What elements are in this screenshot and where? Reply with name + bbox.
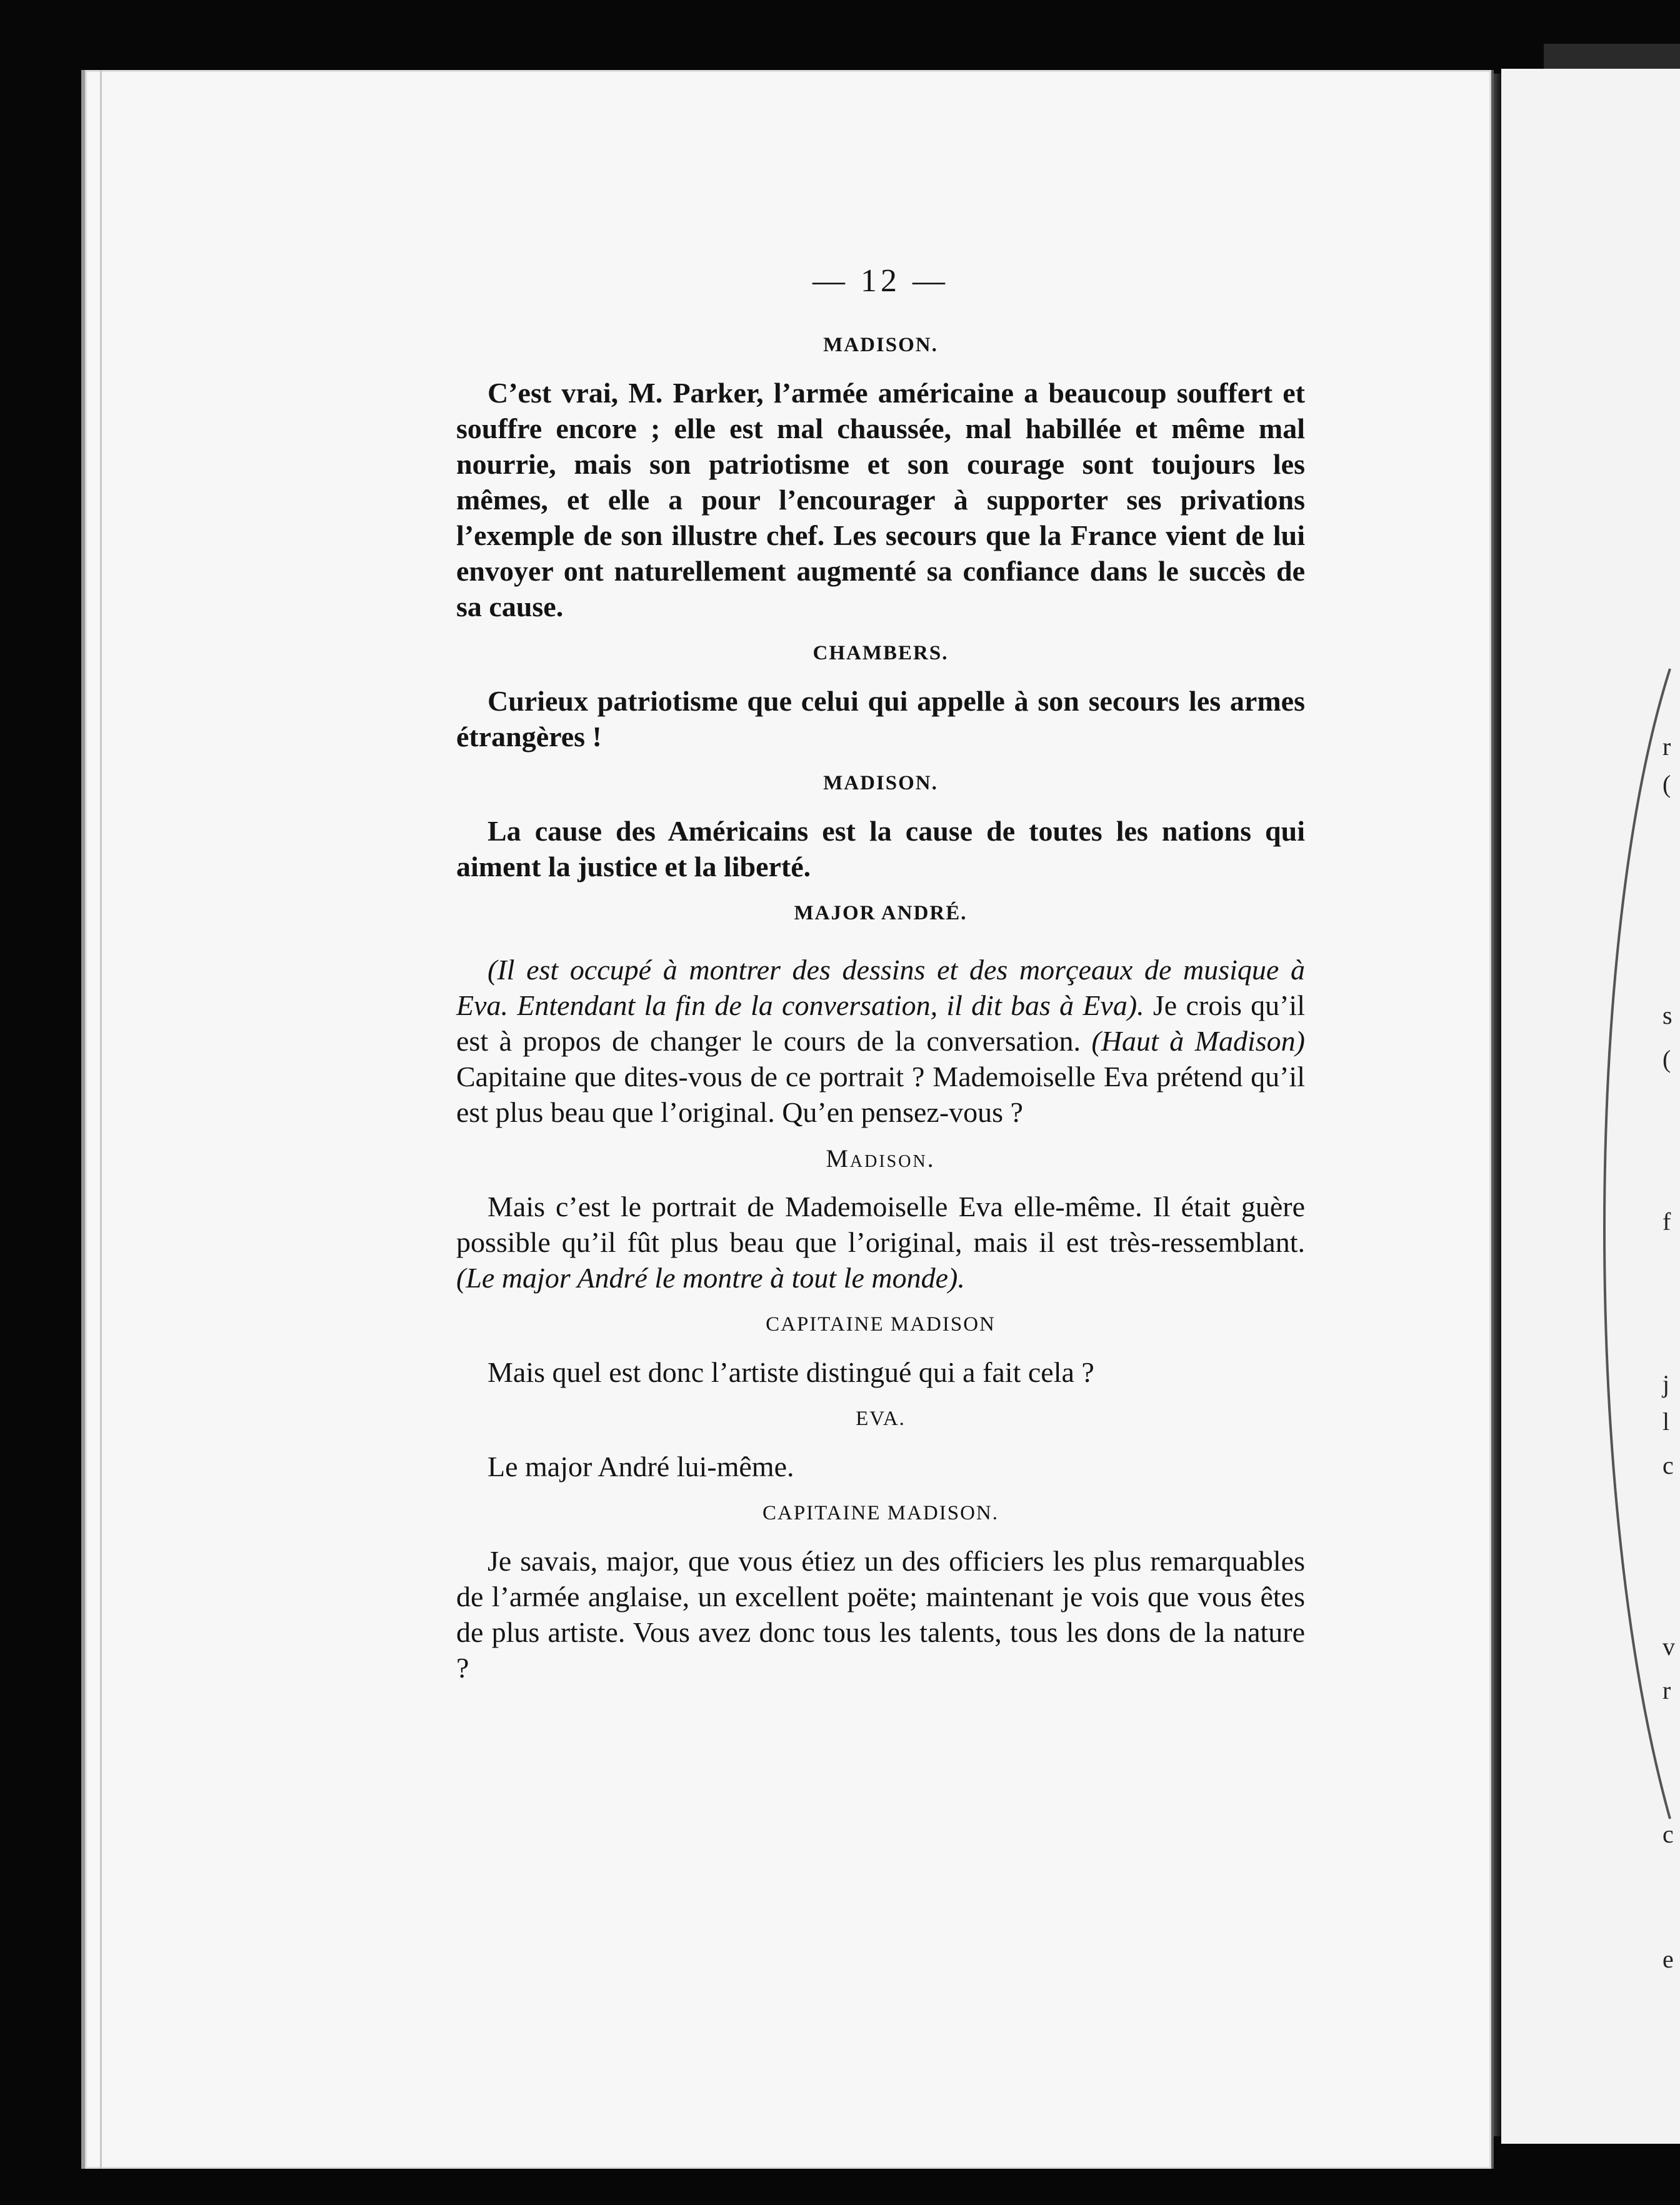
fragment: v [1662, 1632, 1675, 1661]
speaker-name: Madison. [826, 1144, 936, 1172]
page-edge-line [100, 70, 102, 2169]
dialogue-paragraph [456, 1189, 1305, 1296]
fragment: c [1662, 1820, 1674, 1848]
fragment: f [1662, 1208, 1671, 1236]
fragment: r [1662, 732, 1671, 761]
stage-direction: (Le major André le montre à tout le monde). [456, 1262, 965, 1294]
speaker-name: MADISON. [823, 334, 938, 356]
dialogue-text: Capitaine que dites-vous de ce portrait ? Mademoiselle Eva prétend qu’il est plus beau que l’original. Qu’en pensez-vous ? [456, 1061, 1305, 1128]
speaker-name: MADISON. [823, 772, 938, 794]
dialogue-paragraph: Curieux patriotisme que celui qui appelle à son secours les armes étrangères ! [456, 685, 1305, 752]
dialogue-paragraph: C’est vrai, M. Parker, l’armée américaine a beaucoup souffert et souffre encore ; elle est mal chaussée, mal habillée et même mal nourrie, mais son patriotisme et son courage sont toujours les mêmes, et elle a pour l’encourager à supporter ses privations l’exemple de son illustre chef. Les secours que la France vient de lui envoyer ont naturellement augmenté sa confiance dans le succès de sa cause. [456, 377, 1305, 622]
fragment: ( [1662, 1045, 1671, 1073]
fragment: ( [1662, 770, 1671, 798]
facing-page-edge [1544, 44, 1680, 69]
fragment: l [1662, 1408, 1670, 1436]
page-number: — 12 — [812, 263, 949, 299]
fragment: e [1662, 1945, 1674, 1973]
dialogue-text: Je crois qu’il est à propos de changer le cours de la conversation. [456, 989, 1305, 1057]
fragment: c [1662, 1451, 1674, 1479]
dialogue-text: Mais c’est le portrait de Mademoiselle Eva elle-même. Il était guère possible qu’il fût plus beau que l’original, mais il est très-ressemblant. [456, 1191, 1305, 1258]
fragment: s [1662, 1001, 1672, 1029]
stage-direction: (Haut à Madison) [1091, 1025, 1306, 1057]
speaker-name: MAJOR ANDRÉ. [794, 902, 968, 924]
speaker-name: EVA. [856, 1408, 906, 1430]
dialogue-paragraph: Je savais, major, que vous étiez un des officiers les plus remarquables de l’armée anglaise, un excellent poëte; maintenant je vois que vous êtes de plus artiste. Vous avez donc tous les talents, tous les dons de la nature ? [456, 1545, 1305, 1684]
speaker-name: CAPITAINE MADISON [766, 1313, 996, 1336]
facing-page-text-fragments [1662, 694, 1680, 2012]
speaker-name: CHAMBERS. [812, 642, 949, 664]
stage-direction: (Il est occupé à montrer des dessins et des morçeaux de musique à Eva. Entendant la fin de la conversation, il dit bas à Eva). [456, 954, 1305, 1021]
fragment: r [1662, 1676, 1671, 1704]
page-content [456, 262, 1305, 1701]
fragment: j [1662, 1370, 1670, 1398]
facing-page-curl [1501, 69, 1680, 2144]
dialogue-paragraph: La cause des Américains est la cause de toutes les nations qui aiment la justice et la liberté. [456, 815, 1305, 882]
dialogue-paragraph [456, 952, 1305, 1130]
speaker-name: CAPITAINE MADISON. [762, 1502, 999, 1524]
dialogue-paragraph: Mais quel est donc l’artiste distingué qui a fait cela ? [488, 1356, 1094, 1388]
dialogue-paragraph: Le major André lui-même. [488, 1451, 794, 1482]
